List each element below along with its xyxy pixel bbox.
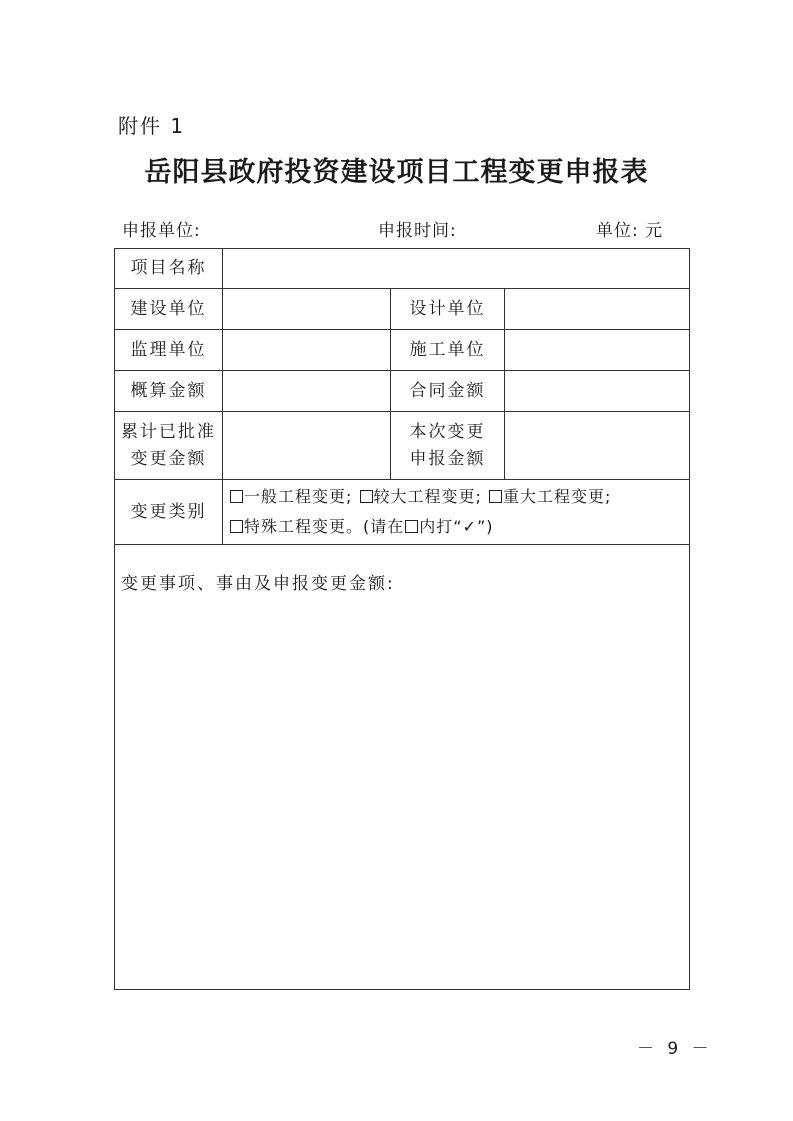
- instruction-text-after: 内打“✓”): [419, 517, 494, 536]
- design-unit-field[interactable]: [505, 289, 690, 330]
- table-row: [115, 249, 690, 289]
- larger-change-label: 较大工程变更;: [373, 487, 482, 506]
- current-change-label-line1: 本次变更: [409, 421, 486, 442]
- instruction-text-before: (请在: [363, 517, 405, 536]
- change-type-line2: [229, 512, 689, 542]
- supervision-unit-label: 监理单位: [115, 330, 223, 371]
- major-change-label: 重大工程变更;: [503, 487, 612, 506]
- larger-change-checkbox[interactable]: [360, 490, 373, 503]
- current-change-amount-field[interactable]: [505, 412, 690, 480]
- special-change-label: 特殊工程变更。: [244, 517, 364, 536]
- construction-unit-field[interactable]: [223, 289, 391, 330]
- supervision-unit-field[interactable]: [223, 330, 391, 371]
- report-unit-label: 申报单位:: [122, 221, 201, 241]
- project-name-label: 项目名称: [115, 249, 223, 289]
- instruction-box-icon: [405, 520, 418, 533]
- approved-change-amount-field[interactable]: [223, 412, 391, 480]
- table-row: [115, 412, 690, 480]
- special-change-checkbox[interactable]: [230, 520, 243, 533]
- builder-unit-label: 施工单位: [391, 330, 505, 371]
- builder-unit-field[interactable]: [505, 330, 690, 371]
- table-row: [115, 480, 690, 545]
- table-row: [115, 289, 690, 330]
- change-type-label: 变更类别: [115, 480, 223, 545]
- approved-change-label-line1: 累计已批准: [121, 421, 216, 442]
- page-number: － 9 －: [637, 1039, 713, 1059]
- report-time-label: 申报时间:: [378, 221, 457, 241]
- current-change-label-line2: 申报金额: [409, 448, 486, 469]
- table-row: [115, 371, 690, 412]
- attachment-label: 附件 1: [118, 114, 186, 138]
- money-unit-label: 单位: 元: [596, 221, 664, 241]
- change-type-options: [223, 480, 690, 545]
- change-type-line1: [229, 482, 689, 512]
- contract-amount-label: 合同金额: [391, 371, 505, 412]
- table-row: [115, 330, 690, 371]
- estimate-amount-label: 概算金额: [115, 371, 223, 412]
- design-unit-label: 设计单位: [391, 289, 505, 330]
- general-change-label: 一般工程变更;: [244, 487, 353, 506]
- estimate-amount-field[interactable]: [223, 371, 391, 412]
- approved-change-label-line2: 变更金额: [130, 448, 207, 469]
- change-details-area[interactable]: [115, 545, 690, 990]
- construction-unit-label: 建设单位: [115, 289, 223, 330]
- major-change-checkbox[interactable]: [489, 490, 502, 503]
- form-title: 岳阳县政府投资建设项目工程变更申报表: [144, 157, 649, 188]
- approved-change-amount-label: [115, 412, 223, 480]
- change-details-label: 变更事项、事由及申报变更金额:: [121, 574, 395, 594]
- general-change-checkbox[interactable]: [230, 490, 243, 503]
- table-row: [115, 545, 690, 990]
- change-application-form: [114, 248, 690, 990]
- current-change-amount-label: [391, 412, 505, 480]
- project-name-field[interactable]: [223, 249, 690, 289]
- contract-amount-field[interactable]: [505, 371, 690, 412]
